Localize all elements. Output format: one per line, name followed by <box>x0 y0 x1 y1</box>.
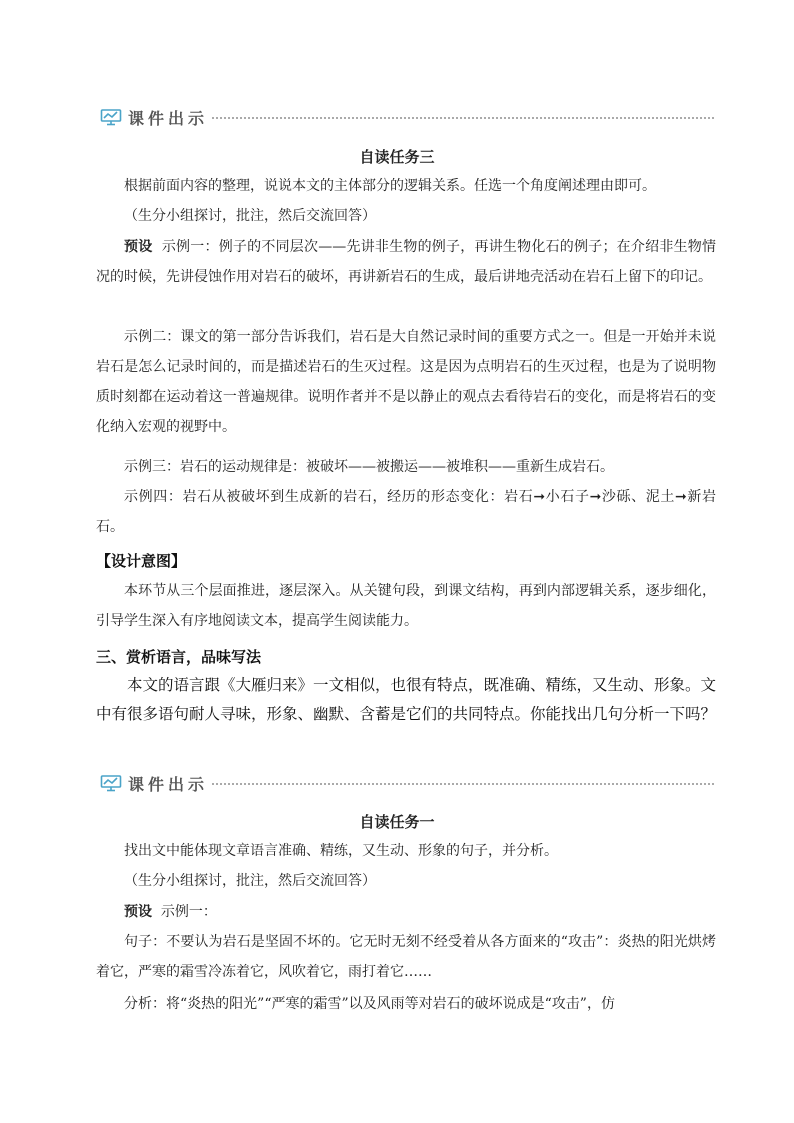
dotted-divider <box>212 117 714 119</box>
section-three-heading: 三、赏析语言，品味写法 <box>96 648 262 666</box>
task-note: （生分小组探讨，批注，然后交流回答） <box>124 208 376 224</box>
task-prompt: 根据前面内容的整理，说说本文的主体部分的逻辑关系。任选一个角度阐述理由即可。 <box>124 178 656 194</box>
dotted-divider <box>212 783 714 785</box>
example-3: 示例三：岩石的运动规律是：被破坏——被搬运——被堆积——重新生成岩石。 <box>124 459 614 475</box>
design-intent-text: 本环节从三个层面推进，逐层深入。从关键句段，到课文结构，再到内部逻辑关系，逐步细化，引导学生深入有序地阅读文本，提高学生阅读能力。 <box>96 583 716 629</box>
example-1 <box>96 232 716 292</box>
example-4: 示例四：岩石从被破坏到生成新的岩石，经历的形态变化：岩石➞小石子➞沙砾、泥土➞新岩石。 <box>96 489 716 535</box>
section-three-paragraph: 本文的语言跟《大雁归来》一文相似，也很有特点，既准确、精练，又生动、形象。文中有很多语句耐人寻味，形象、幽默、含蓄是它们的共同特点。你能找出几句分析一下吗？ <box>96 676 717 723</box>
courseware-header-1 <box>100 106 714 128</box>
courseware-header-label: 课件出示 <box>128 108 209 128</box>
example-analysis: 分析：将“炎热的阳光”“严寒的霜雪”以及风雨等对岩石的破坏说成是“攻击”，仿 <box>124 996 615 1012</box>
task-prompt: 找出文中能体现文章语言准确、精练，又生动、形象的句子，并分析。 <box>124 843 558 859</box>
presentation-chart-icon <box>100 774 122 792</box>
preset-line <box>96 897 716 927</box>
section-three-text <box>96 671 718 729</box>
task-title: 自读任务一 <box>359 813 435 831</box>
example-sentence: 句子：不要认为岩石是坚固不坏的。它无时无刻不经受着从各方面来的“攻击”：炎热的阳光烘烤着它，严寒的霜雪冷冻着它，风吹着它，雨打着它…… <box>96 934 716 980</box>
courseware-header-2 <box>100 772 714 794</box>
preset-text: 示例一： <box>160 904 217 920</box>
task-title: 自读任务三 <box>359 148 435 166</box>
preset-label: 预设 <box>124 904 152 920</box>
design-intent-heading: 【设计意图】 <box>96 552 187 570</box>
courseware-header-label: 课件出示 <box>128 774 209 794</box>
presentation-chart-icon <box>100 108 122 126</box>
example-1-text: 示例一：例子的不同层次——先讲非生物的例子，再讲生物化石的例子；在介绍非生物情况的时候，先讲侵蚀作用对岩石的破坏，再讲新岩石的生成，最后讲地壳活动在岩石上留下的印记。 <box>96 239 717 285</box>
preset-label: 预设 <box>124 239 153 255</box>
task-note: （生分小组探讨，批注，然后交流回答） <box>124 873 376 889</box>
example-2: 示例二：课文的第一部分告诉我们，岩石是大自然记录时间的重要方式之一。但是一开始并未说岩石是怎么记录时间的，而是描述岩石的生灭过程。这是因为点明岩石的生灭过程，也是为了说明物质时刻都在运动着这一普遍规律。说明作者并不是以静止的观点去看待岩石的变化，而是将岩石的变化纳入宏观的视野中。 <box>96 329 716 435</box>
